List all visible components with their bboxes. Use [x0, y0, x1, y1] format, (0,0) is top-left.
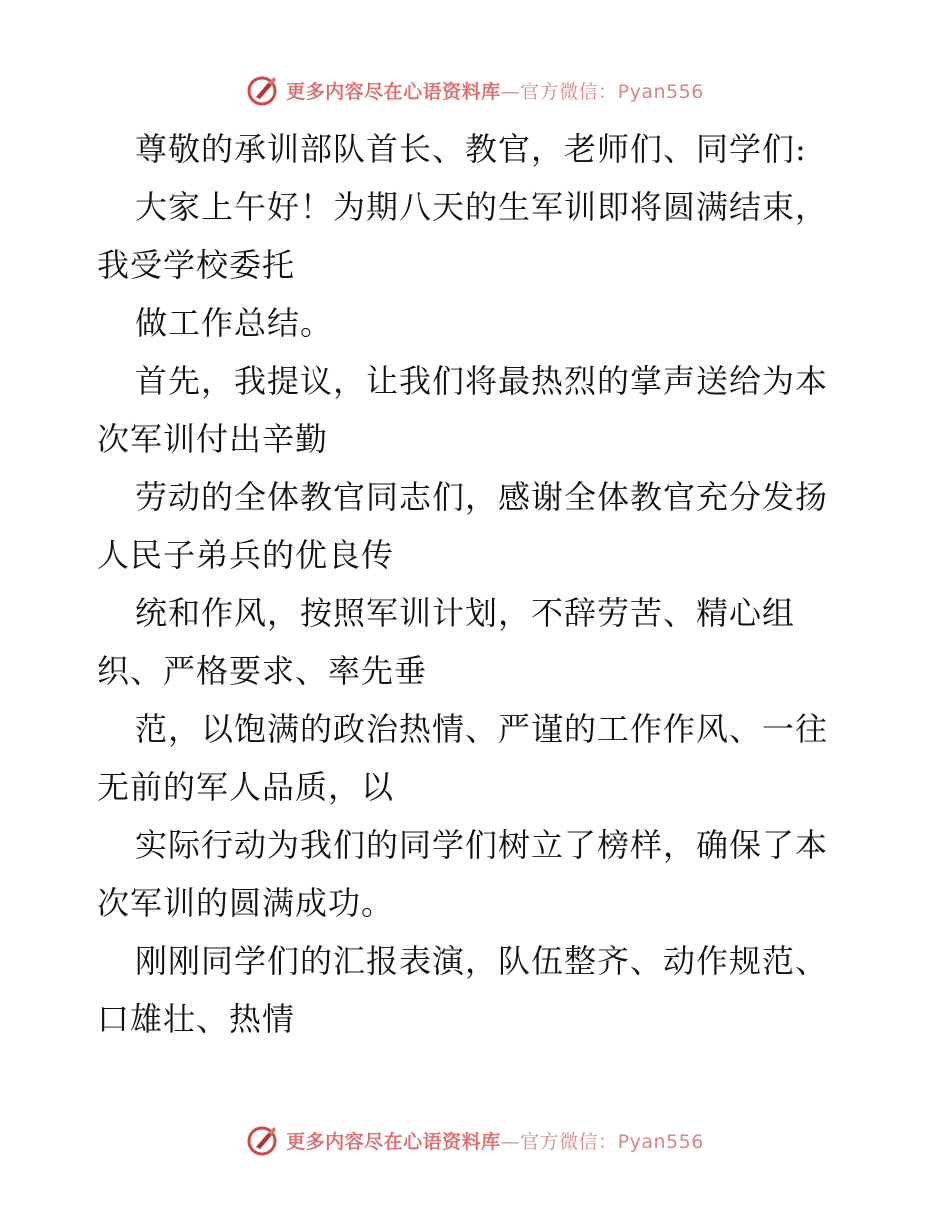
paragraph-line: 口雄壮、热情 — [97, 1000, 296, 1038]
paragraph-line: 首先，我提议，让我们将最热烈的掌声送给为本 — [135, 362, 829, 400]
paragraph-line: 劳动的全体教官同志们，感谢全体教官充分发扬 — [135, 478, 829, 516]
brush-logo-icon — [246, 73, 280, 107]
paragraph-line: 大家上午好！为期八天的生军训即将圆满结束， — [135, 188, 829, 226]
watermark-separator: — — [500, 80, 521, 103]
watermark-main-text: 更多内容尽在心语资料库 — [286, 80, 501, 103]
paragraph-line: 我受学校委托 — [97, 246, 296, 284]
watermark-sub-text: 官方微信：Pyan556 — [520, 80, 704, 103]
header-watermark — [0, 72, 950, 108]
paragraph-line: 实际行动为我们的同学们树立了榜样，确保了本 — [135, 826, 829, 864]
paragraph-line: 织、严格要求、率先垂 — [97, 652, 428, 690]
footer-watermark — [0, 1122, 950, 1158]
paragraph-line: 做工作总结。 — [135, 304, 334, 342]
watermark-sub-text: 官方微信：Pyan556 — [520, 1130, 704, 1153]
paragraph-line: 人民子弟兵的优良传 — [97, 536, 395, 574]
paragraph-line: 刚刚同学们的汇报表演，队伍整齐、动作规范、 — [135, 942, 829, 980]
watermark-separator: — — [500, 1130, 521, 1153]
paragraph-line: 次军训的圆满成功。 — [97, 884, 395, 922]
watermark-main-text: 更多内容尽在心语资料库 — [286, 1130, 501, 1153]
document-body — [97, 120, 857, 1048]
paragraph-line: 次军训付出辛勤 — [97, 420, 329, 458]
paragraph-line: 无前的军人品质，以 — [97, 768, 395, 806]
brush-logo-icon — [246, 1123, 280, 1157]
paragraph-line: 统和作风，按照军训计划，不辞劳苦、精心组 — [135, 594, 796, 632]
paragraph-line: 范，以饱满的政治热情、严谨的工作作风、一往 — [135, 710, 829, 748]
paragraph-line: 尊敬的承训部队首长、教官，老师们、同学们: — [135, 130, 807, 168]
